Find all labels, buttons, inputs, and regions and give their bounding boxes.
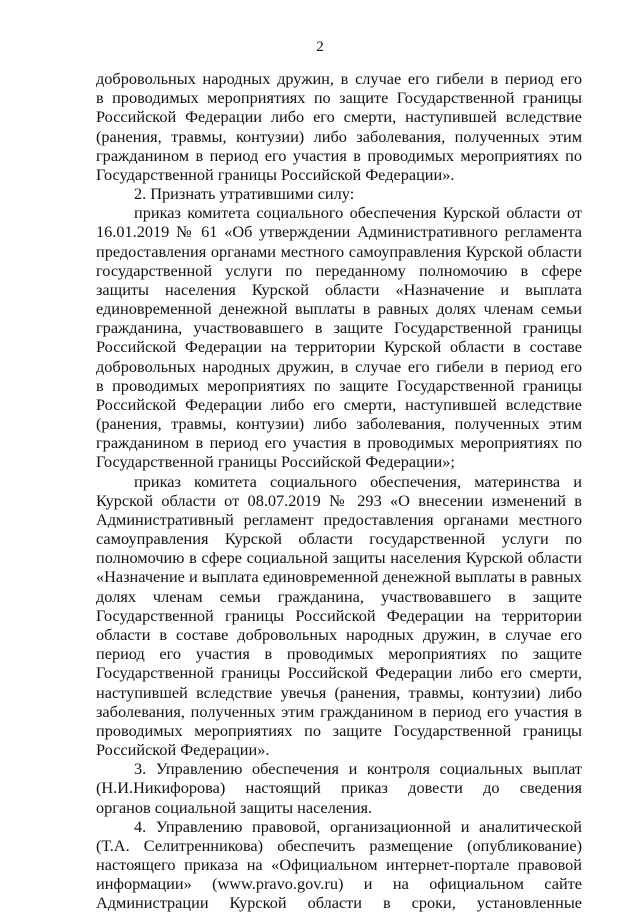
text-line: 3. Управлению обеспечения и контроля социальных выплат — [134, 759, 582, 779]
text-line: долях членам семьи гражданина, участвовавшего в защите — [96, 586, 582, 606]
text-line: Административный регламент предоставления органами местного — [96, 509, 582, 529]
document-body — [96, 69, 582, 913]
text-line: полномочию в сфере социальной защиты населения Курской области — [96, 548, 582, 568]
text-line: области в составе добровольных народных дружин, в случае его — [96, 624, 582, 644]
text-line: Российской Федерации либо его смерти, наступившей вследствие — [96, 394, 582, 414]
text-line: период его участия в проводимых мероприятиях по защите — [96, 644, 582, 664]
text-line: (ранения, травмы, контузии) либо заболевания, полученных этим — [96, 126, 582, 146]
text-line: наступившей вследствие увечья (ранения, травмы, контузии) либо — [96, 682, 582, 702]
text-line: Российской Федерации на территории Курской области в составе — [96, 337, 582, 357]
page-number: 2 — [316, 39, 324, 55]
text-line: настоящего приказа на «Официальном интернет-портале правовой — [96, 855, 582, 875]
text-line: Государственной границы Российской Федерации»; — [96, 452, 455, 472]
text-line: 16.01.2019 № 61 «Об утверждении Административного регламента — [96, 222, 582, 242]
text-line: проводимых мероприятиях по защите Государственной границы — [96, 720, 582, 740]
text-line: Администрации Курской области в сроки, установленные — [96, 893, 582, 913]
text-line: (ранения, травмы, контузии) либо заболевания, полученных этим — [96, 414, 582, 434]
text-line: гражданина, участвовавшего в защите Государственной границы — [96, 318, 582, 338]
text-line: предоставления органами местного самоуправления Курской области — [96, 241, 582, 261]
text-line: единовременной денежной выплаты в равных долях членам семьи — [96, 299, 582, 319]
text-line: (Т.А. Селитренникова) обеспечить размещение (опубликование) — [96, 835, 582, 855]
text-line: приказ комитета социального обеспечения, материнства и — [134, 471, 582, 491]
text-line: Государственной границы Российской Федерации». — [96, 164, 455, 184]
text-line: приказ комитета социального обеспечения Курской области от — [134, 203, 582, 223]
text-line: органов социальной защиты населения. — [96, 797, 373, 817]
text-line: Курской области от 08.07.2019 № 293 «О внесении изменений в — [96, 490, 582, 510]
text-line: добровольных народных дружин, в случае его гибели в период его — [96, 69, 582, 88]
text-line: информации» (www.pravo.gov.ru) и на официальном сайте — [96, 874, 582, 894]
text-line: (Н.И.Никифорова) настоящий приказ довести до сведения — [96, 778, 582, 798]
text-line: гражданином в период его участия в проводимых мероприятиях по — [96, 145, 582, 165]
text-line: Государственной границы Российской Федерации либо его смерти, — [96, 663, 582, 683]
text-line: Российской Федерации либо его смерти, наступившей вследствие — [96, 107, 582, 127]
text-line: в проводимых мероприятиях по защите Государственной границы — [96, 88, 582, 108]
text-line: Российской Федерации». — [96, 740, 270, 760]
text-line: государственной услуги по переданному полномочию в сфере — [96, 260, 582, 280]
text-line: самоуправления Курской области государственной услуги по — [96, 529, 582, 549]
text-line: защиты населения Курской области «Назначение и выплата — [96, 279, 582, 299]
text-line: «Назначение и выплата единовременной денежной выплаты в равных — [96, 567, 582, 587]
text-line: 4. Управлению правовой, организационной и аналитической — [134, 816, 582, 836]
text-line: гражданином в период его участия в проводимых мероприятиях по — [96, 433, 582, 453]
text-line: добровольных народных дружин, в случае его гибели в период его — [96, 356, 582, 376]
text-line: 2. Признать утратившими силу: — [134, 184, 355, 204]
text-line: заболевания, полученных этим гражданином в период его участия в — [96, 701, 582, 721]
text-line: в проводимых мероприятиях по защите Государственной границы — [96, 375, 582, 395]
text-line: Государственной границы Российской Федерации на территории — [96, 605, 582, 625]
